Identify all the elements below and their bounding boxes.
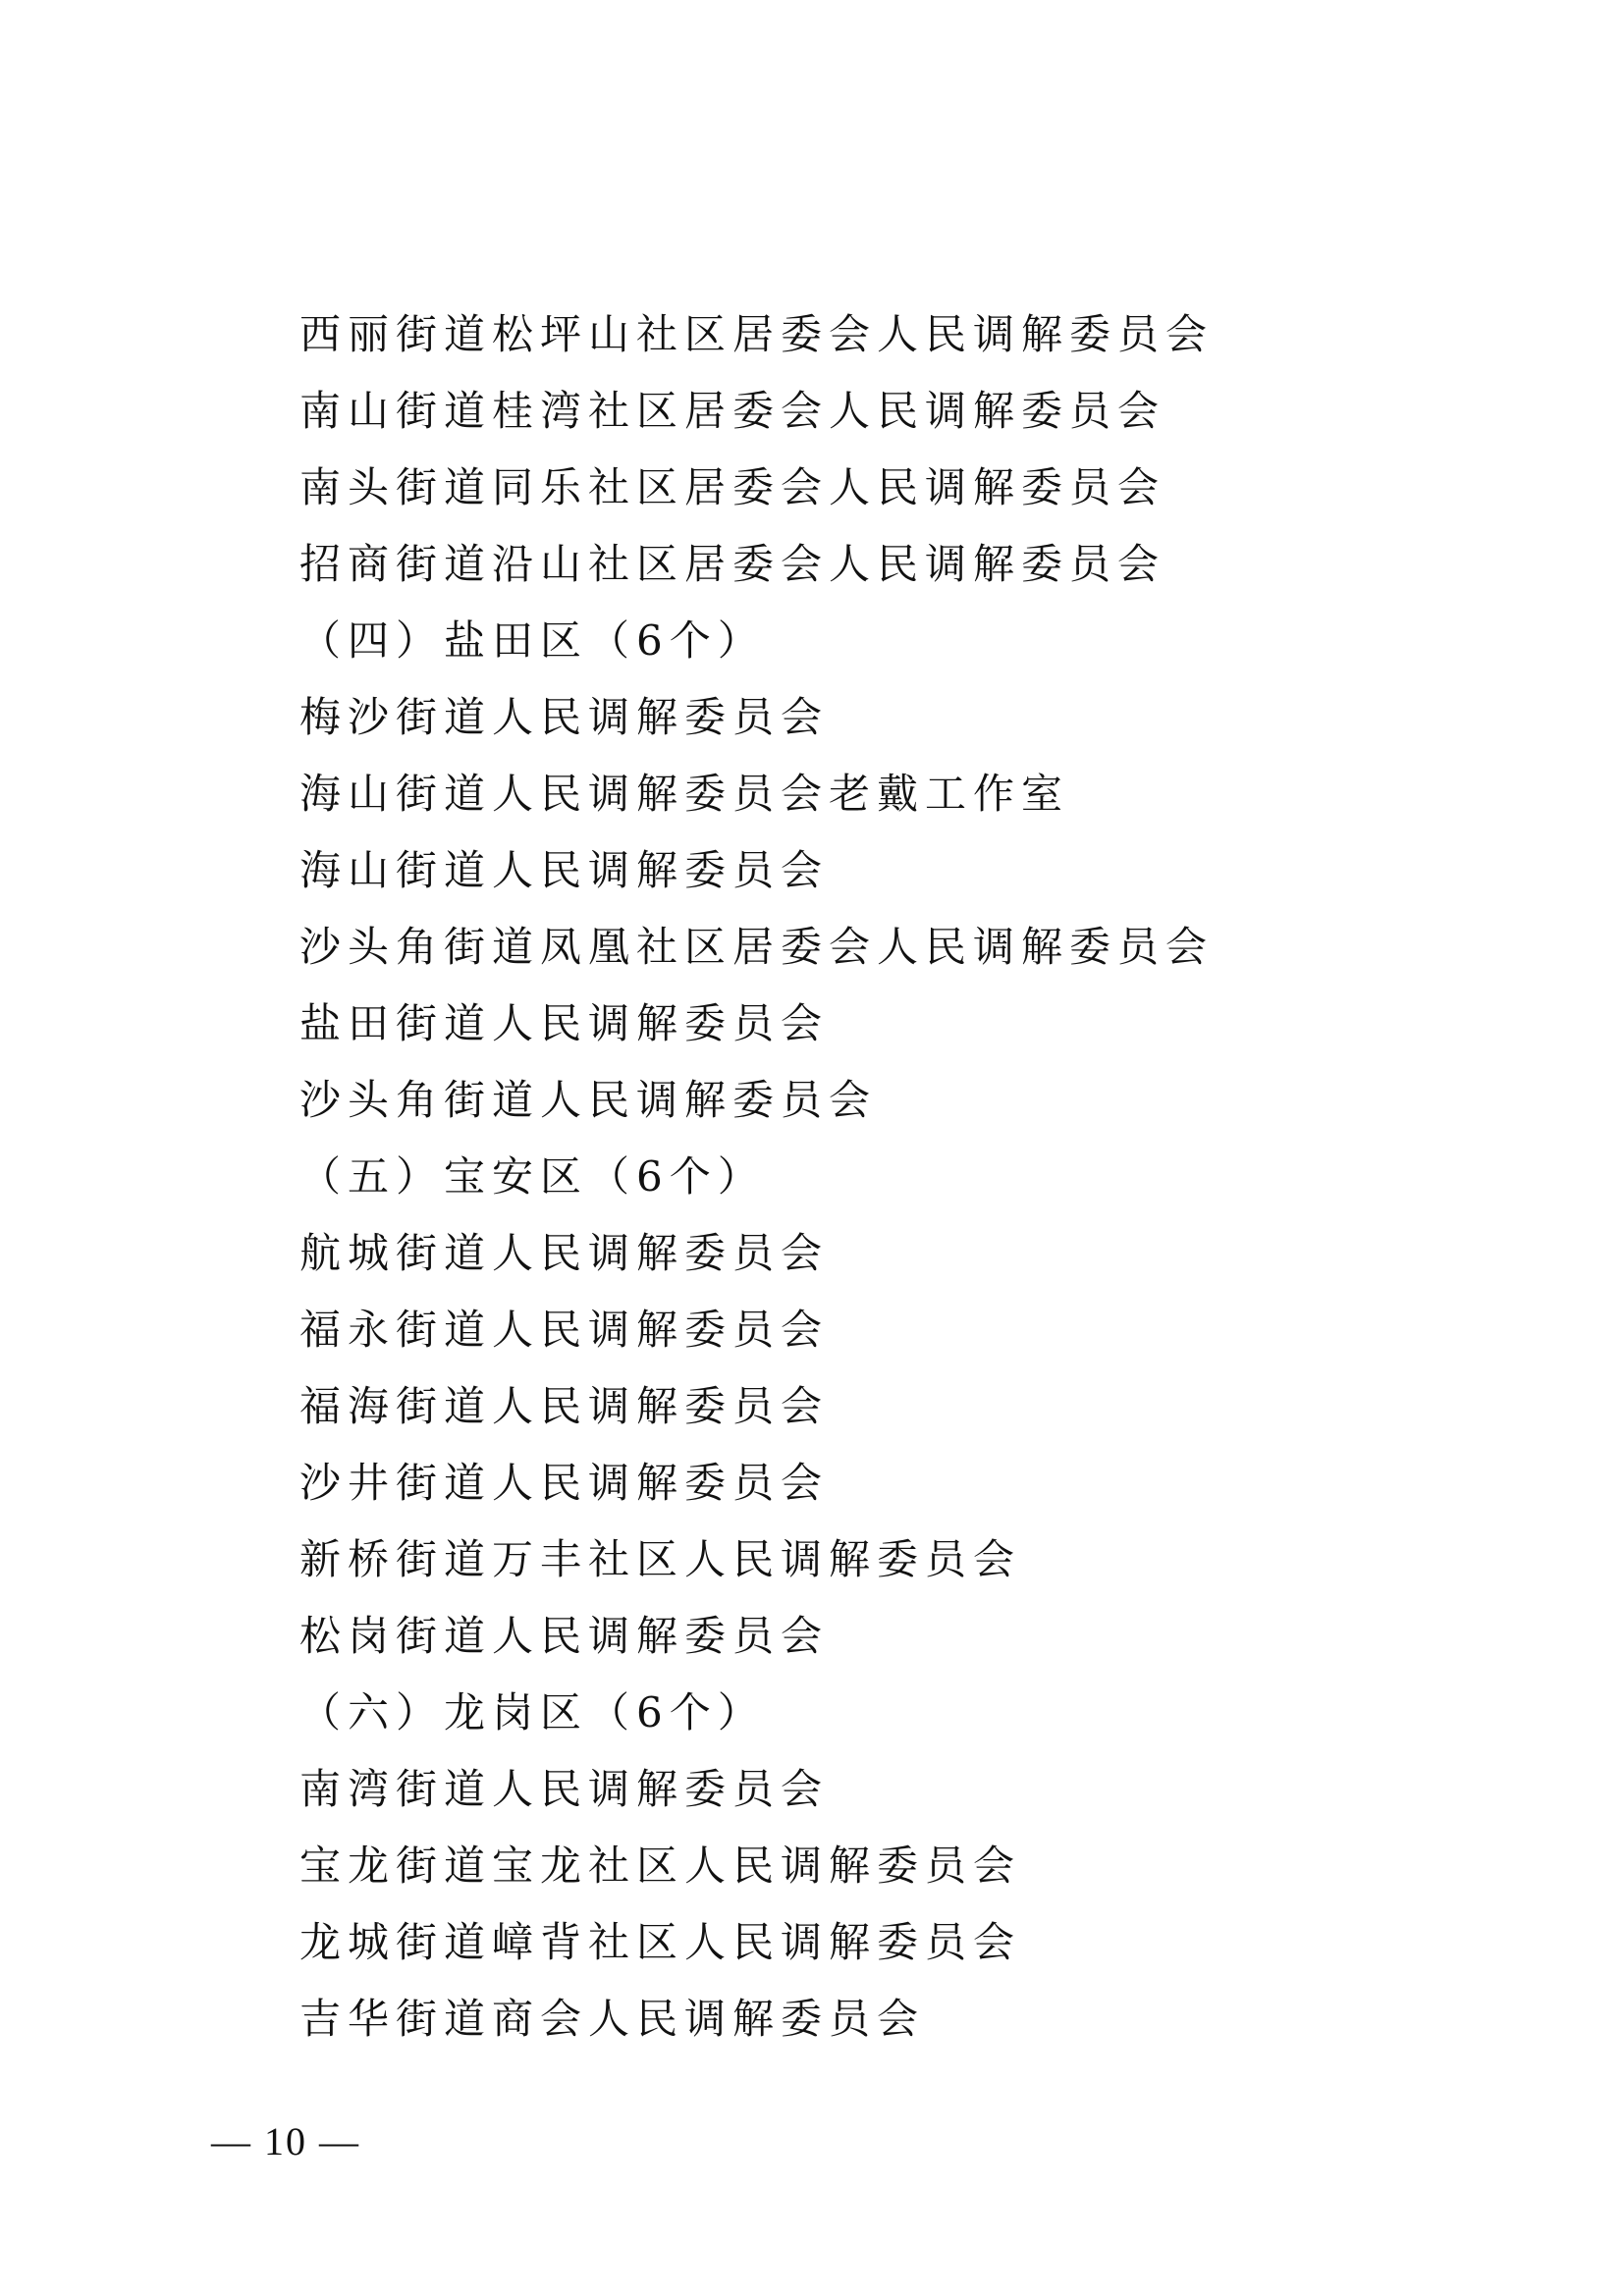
list-item: 福永街道人民调解委员会 [299, 1306, 830, 1354]
list-item: 梅沙街道人民调解委员会 [299, 693, 830, 741]
section-heading-longgang: （六）龙岗区（6个） [299, 1688, 766, 1736]
list-item: 松岗街道人民调解委员会 [299, 1612, 830, 1660]
list-item: 盐田街道人民调解委员会 [299, 999, 830, 1047]
document-body [299, 296, 1478, 2057]
list-item: 福海街道人民调解委员会 [299, 1382, 830, 1430]
list-item: 龙城街道嶂背社区人民调解委员会 [299, 1918, 1022, 1966]
list-item: 新桥街道万丰社区人民调解委员会 [299, 1535, 1022, 1583]
list-item: 南湾街道人民调解委员会 [299, 1765, 830, 1813]
list-item: 宝龙街道宝龙社区人民调解委员会 [299, 1842, 1022, 1890]
list-item: 沙头角街道人民调解委员会 [299, 1076, 878, 1124]
list-item: 招商街道沿山社区居委会人民调解委员会 [299, 540, 1166, 588]
page-number: — 10 — [211, 2119, 360, 2163]
list-item: 沙头角街道凤凰社区居委会人民调解委员会 [299, 923, 1215, 971]
section-heading-yantian: （四）盐田区（6个） [299, 616, 766, 665]
list-item: 海山街道人民调解委员会 [299, 846, 830, 894]
list-item: 西丽街道松坪山社区居委会人民调解委员会 [299, 310, 1215, 358]
list-item: 吉华街道商会人民调解委员会 [299, 1995, 926, 2043]
list-item: 航城街道人民调解委员会 [299, 1229, 830, 1277]
list-item: 南头街道同乐社区居委会人民调解委员会 [299, 463, 1166, 511]
list-item: 海山街道人民调解委员会老戴工作室 [299, 770, 1070, 818]
list-item: 沙井街道人民调解委员会 [299, 1459, 830, 1507]
list-item: 南山街道桂湾社区居委会人民调解委员会 [299, 387, 1166, 435]
section-heading-baoan: （五）宝安区（6个） [299, 1152, 766, 1201]
